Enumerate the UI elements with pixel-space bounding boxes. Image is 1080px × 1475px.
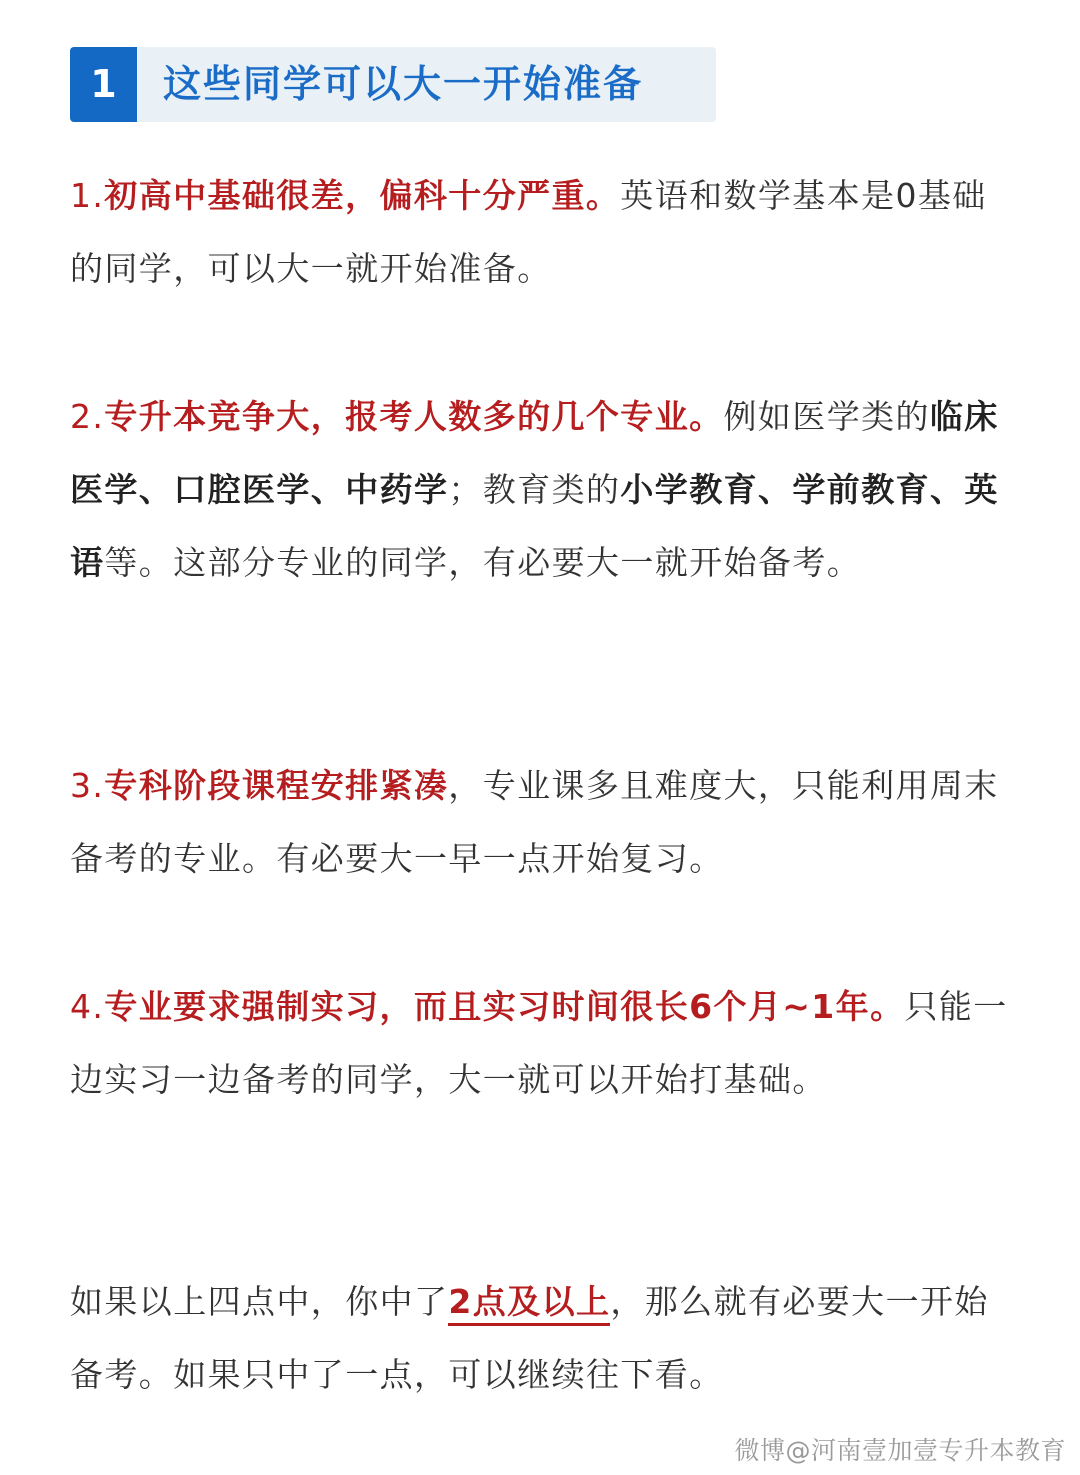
paragraph-item-2 — [70, 380, 1010, 599]
item-2-number: 2. — [70, 397, 105, 436]
item-2-text-1: 例如医学类的 — [723, 397, 930, 436]
item-2-text-2: ；教育类的 — [448, 470, 621, 509]
item-1-text: 英语和数学基本是0基础的同学，可以大一就开始准备。 — [70, 176, 987, 288]
paragraph-conclusion — [70, 1265, 1010, 1411]
item-1-number: 1. — [70, 176, 105, 215]
item-3-number: 3. — [70, 766, 105, 805]
item-2-medical-majors: 临床医学、口腔医学、中药学 — [70, 397, 999, 509]
item-3-text: ，专业课多且难度大，只能利用周末备考的专业。有必要大一早一点开始复习。 — [70, 766, 999, 878]
item-4-highlight: 专业要求强制实习，而且实习时间很长6个月~1年。 — [104, 987, 905, 1026]
section-header — [70, 47, 716, 122]
weibo-watermark: 微博@河南壹加壹专升本教育 — [734, 1436, 1066, 1465]
item-4-number: 4. — [70, 987, 105, 1026]
paragraph-item-1 — [70, 159, 1010, 305]
paragraph-item-4 — [70, 970, 1010, 1116]
item-2-education-majors: 小学教育、学前教育、英语 — [70, 470, 999, 582]
paragraph-item-3 — [70, 749, 1010, 895]
item-1-highlight: 初高中基础很差，偏科十分严重。 — [104, 176, 621, 215]
item-2-highlight: 专升本竞争大，报考人数多的几个专业。 — [104, 397, 724, 436]
conclusion-text-2: ，那么就有必要大一开始备考。如果只中了一点，可以继续往下看。 — [70, 1282, 989, 1394]
item-3-highlight: 专科阶段课程安排紧凑 — [104, 766, 449, 805]
section-number: 1 — [70, 47, 137, 122]
section-title: 这些同学可以大一开始准备 — [163, 62, 644, 106]
item-4-text: 只能一边实习一边备考的同学，大一就可以开始打基础。 — [70, 987, 1008, 1099]
item-2-text-3: 等。这部分专业的同学，有必要大一就开始备考。 — [104, 543, 862, 582]
conclusion-highlight: 2点及以上 — [448, 1282, 610, 1326]
conclusion-text-1: 如果以上四点中，你中了 — [70, 1282, 449, 1321]
